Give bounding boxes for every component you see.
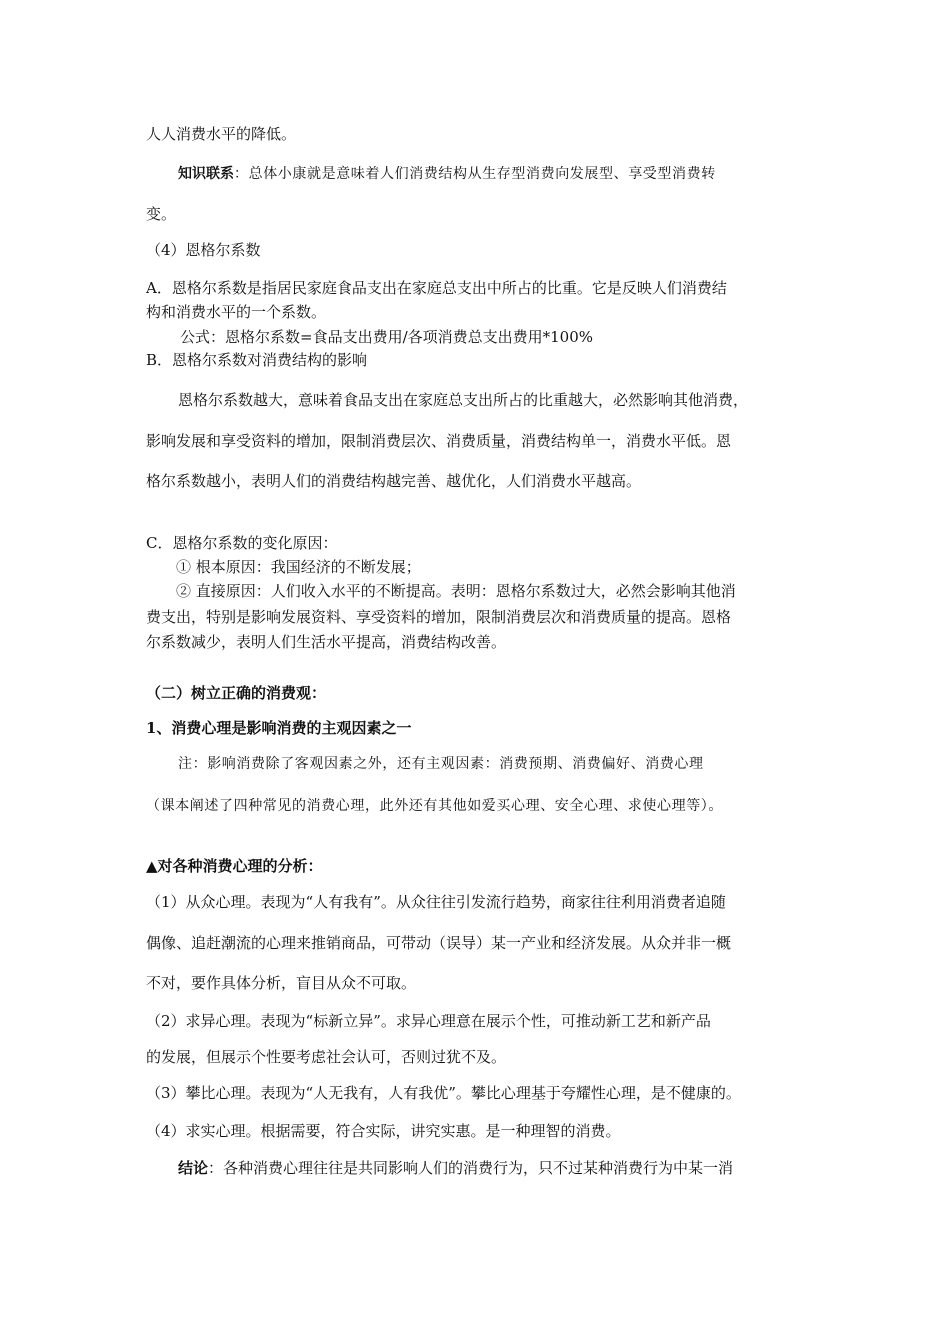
text-line: 偶像、追赶潮流的心理来推销商品，可带动（误导）某一产业和经济发展。从众并非一概 [146,934,732,952]
subsection-heading: 1、消费心理是影响消费的主观因素之一 [146,719,412,737]
text-line: A．恩格尔系数是指居民家庭食品支出在家庭总支出中所占的比重。它是反映人们消费结 [146,279,727,297]
text-line: 格尔系数越小，表明人们的消费结构越完善、越优化，人们消费水平越高。 [146,472,642,490]
subsection-heading: ▲对各种消费心理的分析： [146,857,323,875]
section-heading: （二）树立正确的消费观： [146,684,327,702]
text-line: C．恩格尔系数的变化原因： [146,534,338,552]
text-line: 不对，要作具体分析，盲目从众不可取。 [146,974,417,992]
knowledge-link-text: ：总体小康就是意味着人们消费结构从生存型消费向发展型、享受型消费转 [234,166,716,182]
text-line: 恩格尔系数越大，意味着食品支出在家庭总支出所占的比重越大，必然影响其他消费， [178,391,749,409]
text-line: 费支出，特别是影响发展资料、享受资料的增加，限制消费层次和消费质量的提高。恩格 [146,608,732,626]
section-heading: （4）恩格尔系数 [146,241,261,259]
text-line: （2）求异心理。表现为“标新立异”。求异心理意在展示个性，可推动新工艺和新产品 [146,1012,711,1030]
text-line: （4）求实心理。根据需要，符合实际，讲究实惠。是一种理智的消费。 [146,1122,621,1140]
conclusion-line [178,1158,733,1178]
text-line: 构和消费水平的一个系数。 [146,303,327,321]
text-line: 的发展，但展示个性要考虑社会认可，否则过犹不及。 [146,1048,507,1066]
note-line: 注：影响消费除了客观因素之外，还有主观因素：消费预期、消费偏好、消费心理 [178,756,704,772]
note-line: （课本阐述了四种常见的消费心理，此外还有其他如爱买心理、安全心理、求使心理等）。 [146,798,723,814]
text-line: B．恩格尔系数对消费结构的影响 [146,351,368,369]
conclusion-text: ：各种消费心理往往是共同影响人们的消费行为，只不过某种消费行为中某一消 [208,1159,734,1177]
text-line: 尔系数减少，表明人们生活水平提高，消费结构改善。 [146,633,507,651]
knowledge-link-label: 知识联系 [178,166,234,182]
text-line: 人人消费水平的降低。 [146,125,297,143]
conclusion-label: 结论 [178,1159,209,1177]
text-line: ① 根本原因：我国经济的不断发展； [176,558,421,576]
knowledge-link-line [178,163,716,184]
text-line: （1）从众心理。表现为“人有我有”。从众往往引发流行趋势，商家往往利用消费者追随 [146,893,726,911]
text-line: 影响发展和享受资料的增加，限制消费层次、消费质量，消费结构单一，消费水平低。恩 [146,432,732,450]
text-line: ② 直接原因：人们收入水平的不断提高。表明：恩格尔系数过大，必然会影响其他消 [176,582,736,600]
formula-line: 公式：恩格尔系数=食品支出费用/各项消费总支出费用*100% [180,328,594,346]
text-line: 变。 [146,205,177,223]
text-line: （3）攀比心理。表现为“人无我有，人有我优”。攀比心理基于夸耀性心理，是不健康的。 [146,1084,741,1102]
